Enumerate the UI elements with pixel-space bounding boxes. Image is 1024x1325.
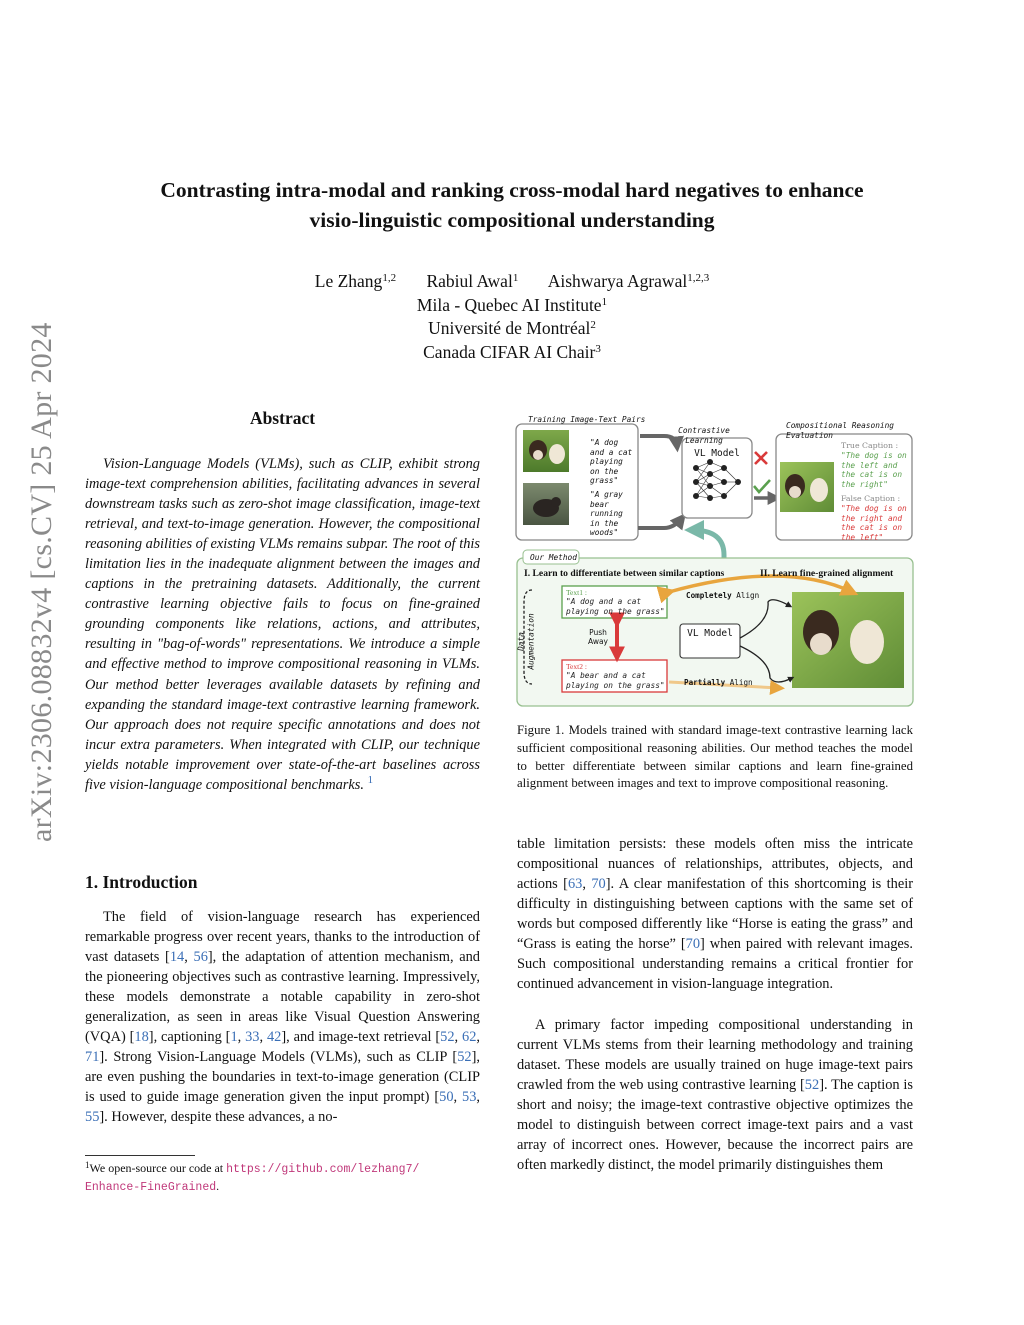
figure-1-caption: Figure 1. Models trained with standard image-text contrastive learning lack sufficient compositional reasoning abilities. Our method teaches the model to better differentiate between similar captions and learn fine-grained alignment between images and text to improve compositional reasoning.	[517, 723, 913, 791]
figure-1	[514, 410, 916, 710]
true-caption: "The dog is on the left and the cat is on the right"	[841, 451, 907, 489]
abstract-body: Vision-Language Models (VLMs), such as CLIP, exhibit strong image-text comprehension abilities, facilitating advances in several downstream tasks such as zero-shot image classification, image-text retrieval, and text-to-image generation. However, the compositional reasoning abilities of existing VLMs remains subpar. The root of this limitation lies in the inadequate alignment between the images and captions in the pretraining datasets. Additionally, the current contrastive learning objective fails to focus on fine-grained grounding components like relations, actions, and attributes, resulting in "bag-of-words" representations. We introduce a simple and effective method to improve compositional reasoning in VLMs. Our method better leverages available datasets by refining and expanding the standard image-text contrastive learning framework. Our approach does not require specific annotations and does not incur extra parameters. When integrated with CLIP, our technique yields notable improvement over state-of-the-art baselines across five vision-language compositional benchmarks. $^1$	[85, 456, 480, 793]
vl-model-small-label: VL Model	[687, 628, 733, 639]
text1: "A dog and a cat playing on the grass"	[566, 597, 665, 616]
comp-eval-label: Compositional Reasoning Evaluation	[786, 421, 894, 440]
cross-icon	[755, 452, 767, 464]
text1-label: Text1 :	[566, 588, 587, 597]
citation[interactable]: 56	[193, 949, 208, 966]
code-link[interactable]: https://github.com/lezhang7/	[226, 1163, 420, 1176]
citation[interactable]: 33	[245, 1029, 260, 1046]
citation[interactable]: 52	[457, 1049, 472, 1066]
our-method-label: Our Method	[530, 553, 577, 562]
citation[interactable]: 71	[85, 1049, 100, 1066]
author-2: Rabiul Awal	[426, 271, 513, 291]
citation[interactable]: 70	[685, 936, 701, 953]
affiliation-1: Mila - Quebec AI Institute$^1$	[416, 294, 608, 315]
footnote: $^1$We open-source our code at https://github.com/lezhang7/ Enhance-FineGrained.	[85, 1160, 420, 1194]
section-2-label: II. Learn fine-grained alignment	[760, 568, 894, 579]
text2-label: Text2 :	[566, 662, 587, 671]
section-1-label: I. Learn to differentiate between similar captions	[524, 568, 725, 579]
arrow-to-model	[640, 436, 677, 446]
paper-title	[90, 175, 934, 235]
completely-align-label: Completely Align	[686, 591, 760, 600]
citation[interactable]: 55	[85, 1109, 100, 1126]
right-paragraph-1: table limitation persists: these models often miss the intricate compositional nuances of relationships, attributes, objects, and actions [63, 70]. A clear manifestation of this shortcoming is their difficulty in distinguishing between captions with the same set of words but composed differently like “Horse is eating the grass” and “Grass is eating the horse” [70] when paired with relevant images. Such compositional understanding remains a critical frontier for continued advancement in vision-language integration.	[517, 836, 914, 993]
code-link-cont[interactable]: Enhance-FineGrained	[85, 1181, 217, 1194]
citation[interactable]: 53	[462, 1089, 477, 1106]
partially-align-label: Partially Align	[684, 678, 753, 687]
citation[interactable]: 14	[169, 949, 185, 966]
citation[interactable]: 18	[134, 1029, 149, 1046]
arxiv-identifier[interactable]: arXiv:2306.08832v4 [cs.CV] 25 Apr 2024	[25, 322, 58, 842]
check-icon	[754, 480, 770, 492]
true-caption-label: True Caption :	[841, 441, 899, 450]
footnote-ref[interactable]: 1	[367, 773, 374, 786]
right-paragraph-2: A primary factor impeding compositional understanding in current VLMs stems from their learning methodology and training dataset. These models are usually trained on huge image-text pairs crawled from the web using contrastive learning [52]. The caption is short and noisy; the image-text contrastive objective optimizes the model to distinguish between correct image-text pairs and a vast array of incorrect ones. However, because the incorrect pairs are often markedly distinct, the model primarily distinguishes them	[517, 1017, 913, 1174]
author-1: Le Zhang	[314, 271, 383, 291]
citation[interactable]: 52	[804, 1077, 820, 1094]
citation[interactable]: 50	[439, 1089, 454, 1106]
text2: "A bear and a cat playing on the grass"	[566, 671, 665, 690]
vl-model-label: VL Model	[694, 448, 740, 459]
contrastive-label: Contrastive Learning	[678, 426, 730, 445]
push-away-label: Push Away	[588, 628, 608, 646]
citation[interactable]: 1	[230, 1029, 238, 1046]
title-line-2: visio-linguistic compositional understanding	[309, 208, 715, 232]
caption-a: "A dog and a cat playing on the grass"	[590, 438, 633, 485]
false-caption: "The dog is on the right and the cat is on the left"	[841, 504, 907, 542]
training-label: Training Image-Text Pairs	[528, 415, 646, 424]
affiliation-3: Canada CIFAR AI Chair$^3$	[423, 341, 601, 362]
abstract-heading: Abstract	[249, 408, 316, 428]
citation[interactable]: 62	[462, 1029, 477, 1046]
citation[interactable]: 42	[266, 1029, 282, 1046]
author-names: Le Zhang$^{1,2}$ Rabiul Awal$^1$ Aishwarya Agrawal$^{1,2,3}$	[314, 271, 710, 291]
citation[interactable]: 63	[567, 876, 583, 893]
title-line-1: Contrasting intra-modal and ranking cross-modal hard negatives to enhance	[160, 178, 864, 202]
author-block	[140, 270, 884, 364]
footnote-rule	[85, 1155, 195, 1156]
intro-heading: 1. Introduction	[85, 872, 198, 892]
citation[interactable]: 70	[591, 876, 606, 893]
caption-b: "A gray bear running in the woods"	[590, 490, 623, 537]
false-caption-label: False Caption :	[841, 494, 901, 503]
citation[interactable]: 52	[440, 1029, 455, 1046]
intro-paragraph-1: The field of vision-language research has experienced remarkable progress over recent years, thanks to the introduction of vast datasets [14, 56], the adaptation of attention mechanism, and the pioneering objectives such as contrastive learning. Impressively, these models demonstrate a notable capability in zero-shot generalization, as seen in areas like Visual Question Answering (VQA) [18], captioning [1, 33, 42], and image-text retrieval [52, 62, 71]. Strong Vision-Language Models (VLMs), such as CLIP [52], are even pushing the boundaries in text-to-image generation (CLIP is used to guide image generation given the input prompt) [50, 53, 55]. However, despite these advances, a no-	[85, 909, 480, 1126]
author-3: Aishwarya Agrawal	[547, 271, 688, 291]
affiliation-2: Université de Montréal$^2$	[428, 318, 596, 338]
data-aug-label: Data Augmentation	[516, 613, 535, 670]
